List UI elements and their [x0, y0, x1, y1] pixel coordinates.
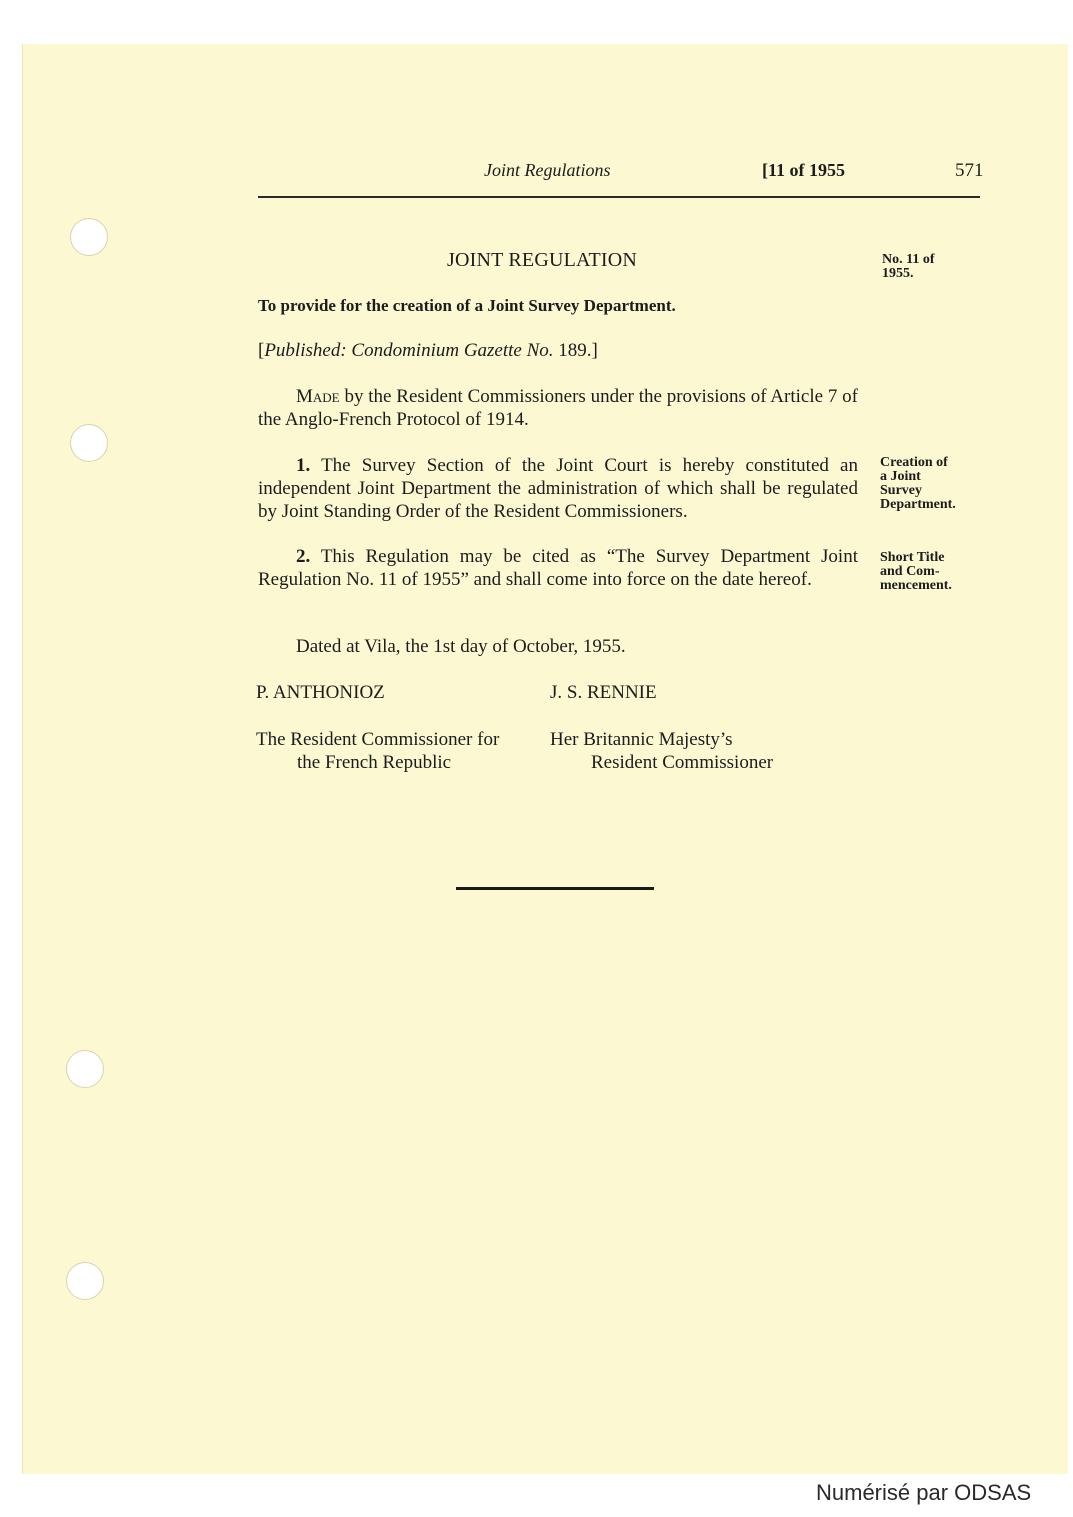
french-signatory-caption — [256, 728, 499, 774]
dated-line: Dated at Vila, the 1st day of October, 1955. — [296, 636, 626, 657]
section-2 — [258, 545, 858, 591]
publication-note — [258, 340, 598, 362]
caption-line: The Resident Commissioner for — [256, 729, 500, 750]
margin-note-section-2 — [880, 551, 980, 593]
regulation-subtitle: To provide for the creation of a Joint Survey Department. — [258, 296, 676, 315]
page-number: 571 — [955, 160, 984, 181]
margin-note-line: 1955. — [882, 266, 914, 281]
section-number: 1. — [296, 455, 311, 476]
running-title: Joint Regulations — [484, 160, 611, 180]
publication-bracket: [ — [258, 340, 265, 361]
enacting-clause — [258, 385, 858, 431]
caption-line: Resident Commissioner — [591, 752, 774, 773]
margin-note-line: Department. — [880, 497, 956, 512]
regulation-reference: [11 of 1955 — [762, 160, 845, 180]
french-signatory-name: P. ANTHONIOZ — [256, 682, 385, 703]
margin-note-line: Short Title — [880, 550, 945, 565]
section-number: 2. — [296, 546, 311, 567]
margin-note-section-1 — [880, 456, 980, 512]
punch-hole — [70, 218, 108, 256]
caption-line: Her Britannic Majesty’s — [550, 729, 733, 750]
regulation-title: JOINT REGULATION — [447, 249, 638, 271]
punch-hole — [66, 1050, 104, 1088]
section-text: This Regulation may be cited as “The Survey Department Joint Regulation No. 11 of 1955” and shall come into force on the date hereof. — [258, 546, 858, 590]
enacting-keyword: Made — [296, 386, 340, 407]
margin-note-line: and Com- — [880, 564, 940, 579]
enacting-text: by the Resident Commissioners under the provisions of Article 7 of the Anglo-French Protocol of 1914. — [258, 386, 858, 430]
header-rule — [258, 196, 980, 198]
punch-hole — [70, 424, 108, 462]
end-rule — [456, 887, 654, 890]
scan-credit: Numérisé par ODSAS — [816, 1480, 1032, 1505]
publication-number: 189.] — [553, 340, 598, 361]
publication-label: Published: Condominium Gazette No. — [264, 340, 554, 361]
punch-hole — [66, 1262, 104, 1300]
margin-note-line: Survey — [880, 483, 922, 498]
margin-note-line: mencement. — [880, 578, 952, 593]
margin-note-line: a Joint — [880, 469, 921, 484]
margin-regulation-number — [882, 253, 982, 281]
british-signatory-caption — [550, 728, 773, 774]
margin-note-line: No. 11 of — [882, 252, 935, 267]
caption-line: the French Republic — [297, 752, 452, 773]
section-1 — [258, 454, 858, 523]
margin-note-line: Creation of — [880, 455, 948, 470]
british-signatory-name: J. S. RENNIE — [550, 682, 657, 703]
section-text: The Survey Section of the Joint Court is hereby constituted an independent Joint Department the administration of which shall be regulated by Joint Standing Order of the Resident Commissioners. — [258, 455, 858, 522]
